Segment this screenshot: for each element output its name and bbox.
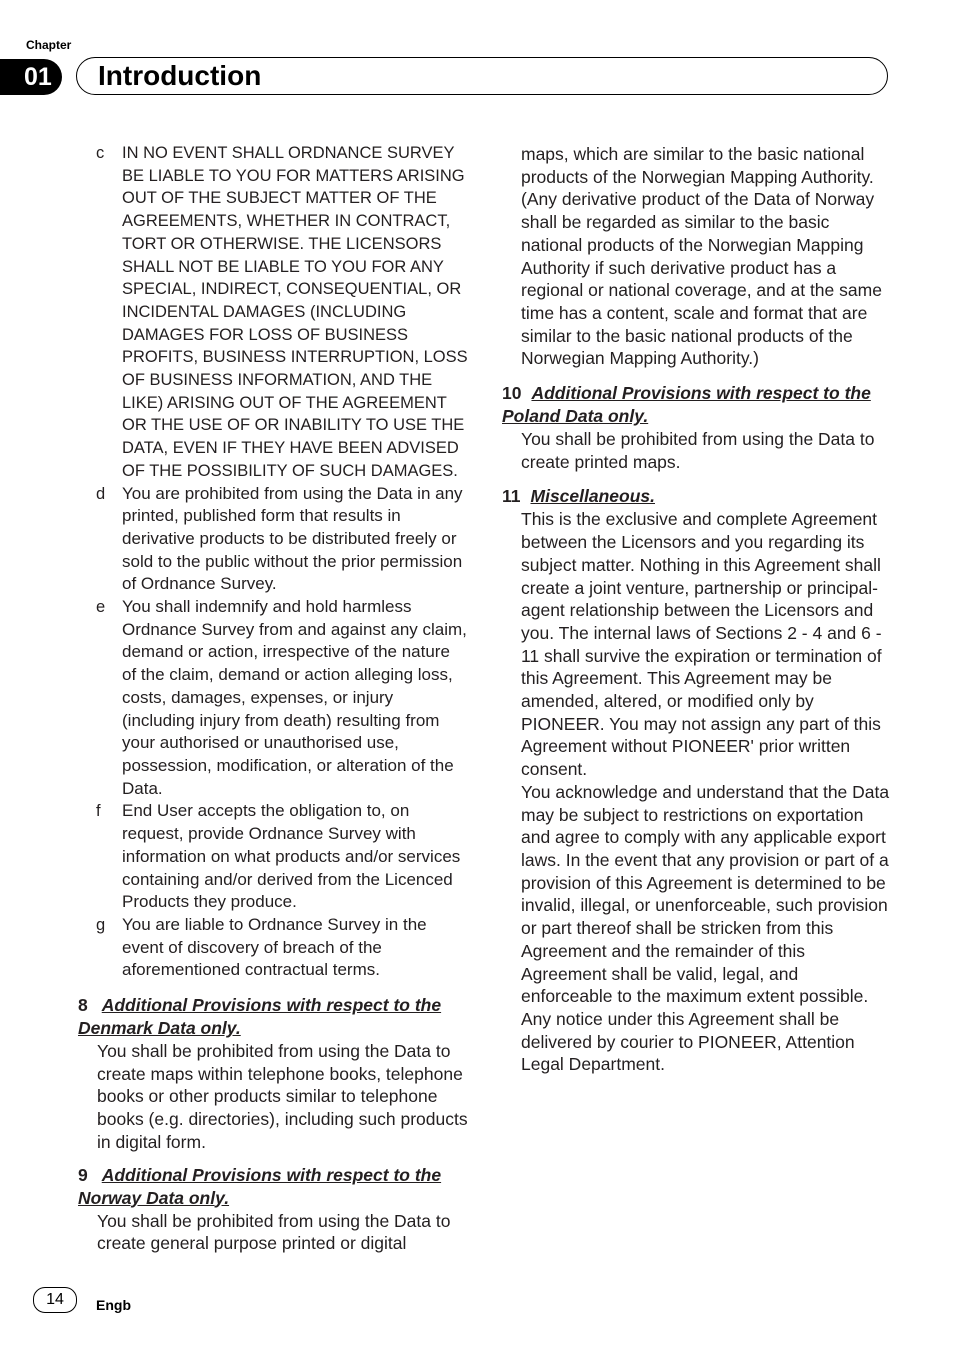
section-title: Additional Provisions with respect to the Norway Data only. <box>78 1164 442 1208</box>
section-11-heading <box>502 485 892 508</box>
section-9-heading <box>78 1164 468 1210</box>
chapter-number-badge: 01 <box>0 59 62 95</box>
section-9-body: You shall be prohibited from using the Data to create general purpose printed or digital <box>97 1210 451 1254</box>
section-10-body: You shall be prohibited from using the Data to create printed maps. <box>521 429 875 472</box>
left-column <box>78 142 468 1255</box>
list-item-g <box>78 914 468 982</box>
section-9-continuation: maps, which are similar to the basic national products of the Norwegian Mapping Authority. (Any derivative product of the Data of Norway shall be regarded as similar to the basic national products of the Norwegian Mapping Authority if such derivative product has a regional or national coverage, and at the same time has a content, scale and format that are similar to the basic national products of the Norwegian Mapping Authority.) <box>521 144 882 369</box>
section-11-body-1: This is the exclusive and complete Agreement between the Licensors and you regarding its subject matter. Nothing in this Agreement shall create a joint venture, partnership or principal-agent relationship between the Licensors and you. The internal laws of Sections 2 - 4 and 6 - 11 shall survive the expiration or termination of this Agreement. This Agreement may be amended, altered, or modified only by PIONEER. You may not assign any part of this Agreement without PIONEER' prior written consent. <box>521 509 882 780</box>
section-8-heading <box>78 994 468 1040</box>
page-number: 14 <box>33 1287 77 1313</box>
section-8-body: You shall be prohibited from using the Data to create maps within telephone books, telephone books or other products similar to telephone books (e.g. directories), including such products in digital form. <box>97 1041 468 1152</box>
list-item-text: You are liable to Ordnance Survey in the event of discovery of breach of the aforementioned contractual terms. <box>122 914 427 980</box>
right-column <box>502 143 892 1076</box>
list-item-text: You shall indemnify and hold harmless Ordnance Survey from and against any claim, demand or action, irrespective of the nature of the claim, demand or action alleging loss, costs, damages, expenses, or injury (including injury from death) resulting from your authorised or unauthorised use, possession, modification, or alteration of the Data. <box>122 597 467 798</box>
section-number: 11 <box>502 486 521 507</box>
section-number: 9 <box>78 1164 88 1185</box>
list-marker: c <box>96 144 105 162</box>
section-number: 8 <box>78 995 88 1016</box>
page-language-code: Engb <box>96 1297 131 1313</box>
list-marker: e <box>96 598 106 617</box>
chapter-title: Introduction <box>98 60 262 91</box>
section-11-body-2: You acknowledge and understand that the Data may be subject to restrictions on exportation and agree to comply with any applicable export laws. In the event that any provision or part of a provision of this Agreement is determined to be invalid, illegal, or unenforceable, such provision or part thereof shall be stricken from this Agreement and the remainder of this Agreement shall be valid, legal, and enforceable to the maximum extent possible. Any notice under this Agreement shall be delivered by courier to PIONEER, Attention Legal Department. <box>521 781 890 1075</box>
list-item-f <box>78 800 468 914</box>
chapter-label: Chapter <box>26 38 72 52</box>
section-title: Miscellaneous. <box>530 486 655 507</box>
section-10-heading <box>502 382 892 428</box>
list-item-e <box>78 596 468 800</box>
section-title: Additional Provisions with respect to the Poland Data only. <box>502 383 871 427</box>
list-item-d <box>78 483 468 597</box>
section-title: Additional Provisions with respect to the Denmark Data only. <box>78 995 442 1039</box>
list-marker: d <box>96 484 106 503</box>
list-item-text: You are prohibited from using the Data in any printed, published form that results in derivative products to be distributed freely or sold to the public without the prior permission of Ordnance Survey. <box>122 483 463 594</box>
section-number: 10 <box>502 383 522 404</box>
list-item-text: End User accepts the obligation to, on request, provide Ordnance Survey with information on what products and/or services containing and/or derived from the Licenced Products they produce. <box>122 801 461 912</box>
list-marker: f <box>96 802 101 821</box>
list-marker: g <box>96 915 106 934</box>
list-item-text: IN NO EVENT SHALL ORDNANCE SURVEY BE LIABLE TO YOU FOR MATTERS ARISING OUT OF THE SUBJECT MATTER OF THE AGREEMENTS, WHETHER IN CONTRACT, TORT OR OTHERWISE. THE LICENSORS SHALL NOT BE LIABLE TO YOU FOR ANY SPECIAL, INDIRECT, CONSEQUENTIAL, OR INCIDENTAL DAMAGES (INCLUDING DAMAGES FOR LOSS OF BUSINESS PROFITS, BUSINESS INTERRUPTION, LOSS OF BUSINESS INFORMATION, AND THE LIKE) ARISING OUT OF THE AGREEMENT OR THE USE OF OR INABILITY TO USE THE DATA, EVEN IF THEY HAVE BEEN ADVISED OF THE POSSIBILITY OF SUCH DAMAGES. <box>122 144 468 480</box>
list-item-c <box>78 142 468 483</box>
